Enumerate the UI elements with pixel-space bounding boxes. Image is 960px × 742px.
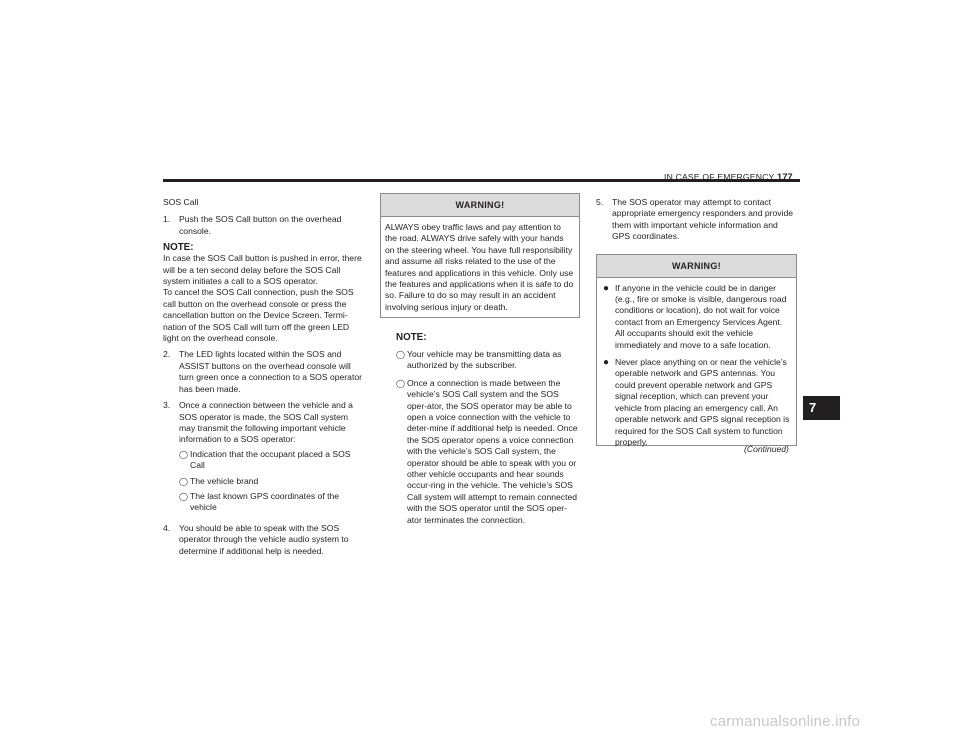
warning-text: ALWAYS obey traffic laws and pay attention to the road. ALWAYS drive safely with your hands on the steering wheel. You have full responsibility and assume all risks related to the use of the features and applications in this vehicle. Only use the features and applications when it is safe to do so. Failure to do so may result in an accident involving serious injury or death. — [385, 222, 574, 312]
step-text: You should be able to speak with the SOS operator through the vehicle audio system to determine if additional help is needed. — [179, 522, 349, 556]
step-3 — [163, 400, 365, 518]
step-1 — [163, 214, 365, 237]
bullet-icon: ● — [603, 357, 610, 369]
step-5 — [596, 197, 797, 243]
list-item: ◯ Your vehicle may be transmitting data as authorized by the subscriber. — [396, 349, 562, 371]
section-title: SOS Call — [163, 197, 199, 207]
list-item: ◯ The last known GPS coordinates of the vehicle — [179, 490, 340, 513]
step-number: 4. — [163, 522, 171, 533]
bullet-icon: ◯ — [179, 491, 188, 501]
list-item: ● Never place anything on or near the vehicle’s operable network and GPS antennas. You could prevent operable network and GPS signal reception, which can prevent your vehicle from placing an emergency call. An operable network and GPS signal reception is required for the SOS Call system to function properly. — [603, 357, 790, 447]
bullet-icon: ◯ — [179, 449, 188, 459]
continued-label: (Continued) — [744, 444, 789, 454]
warning-body — [597, 278, 796, 459]
sub-list — [179, 449, 365, 514]
step-number: 2. — [163, 349, 171, 360]
step-text: The SOS operator may attempt to contact appropriate emergency responders and provide them with important vehicle information and GPS coordinates. — [612, 197, 794, 242]
note-paragraph: To cancel the SOS Call connection, push the SOS call button on the overhead console or press the cancellation button on the Device Screen. Termi-nation of the SOS Call will turn off the green LED light on the overhead console. — [163, 287, 354, 344]
bullet-icon: ● — [603, 282, 610, 294]
warning-title: WARNING! — [381, 194, 579, 217]
step-text: The LED lights located within the SOS and ASSIST buttons on the overhead console will turn green once a connection to a SOS operator has been made. — [179, 349, 362, 394]
bullet-icon: ◯ — [179, 476, 188, 486]
list-item: ◯ Indication that the occupant placed a SOS Call — [179, 448, 351, 471]
column-middle — [380, 193, 580, 532]
step-number: 1. — [163, 214, 171, 225]
warning-title: WARNING! — [597, 255, 796, 278]
list-item: ◯ The vehicle brand — [179, 475, 259, 486]
step-number: 5. — [596, 197, 604, 207]
warning-box — [596, 254, 797, 446]
bullet-icon: ◯ — [396, 350, 405, 359]
note-label: NOTE: — [163, 242, 194, 254]
section-header: IN CASE OF EMERGENCY — [664, 172, 775, 182]
list-item: ● If anyone in the vehicle could be in danger (e.g., fire or smoke is visible, dangerous road conditions or location), do not wait for voice contact from an Emergency Services Agent. All occupants should exit the vehicle immediately and move to a safe location. — [603, 282, 787, 350]
step-number: 3. — [163, 400, 171, 411]
warning-box — [380, 193, 580, 318]
bullet-icon: ◯ — [396, 378, 405, 388]
step-text: Push the SOS Call button on the overhead console. — [179, 214, 342, 236]
note-block — [396, 332, 580, 526]
column-right — [596, 197, 797, 446]
step-2 — [163, 349, 365, 395]
column-left — [163, 197, 365, 562]
watermark: carmanualsonline.info — [710, 713, 861, 730]
list-item: ◯ Once a connection is made between the vehicle’s SOS Call system and the SOS oper-ator, the SOS operator may be able to open a voice connection with the vehicle to deter-mine if additional help is needed. Once the SOS operator opens a voice connection with the vehicle’s SOS Call system, the operator should be able to speak with you or other vehicle occupants and hear sounds occur-ring in the vehicle. The vehicle’s SOS Call system will attempt to remain connected with the SOS operator until the SOS oper-ator terminates the connection. — [396, 377, 578, 525]
note-label: NOTE: — [396, 332, 427, 343]
page-number: 177 — [777, 171, 793, 182]
note-paragraph: In case the SOS Call button is pushed in error, there will be a ten second delay before the SOS Call system initiates a call to a SOS operator. — [163, 253, 362, 287]
chapter-tab: 7 — [803, 396, 840, 420]
step-4 — [163, 523, 365, 557]
step-text: Once a connection between the vehicle and a SOS operator is made, the SOS Call system may transmit the following important vehicle information to a SOS operator: — [179, 400, 353, 445]
